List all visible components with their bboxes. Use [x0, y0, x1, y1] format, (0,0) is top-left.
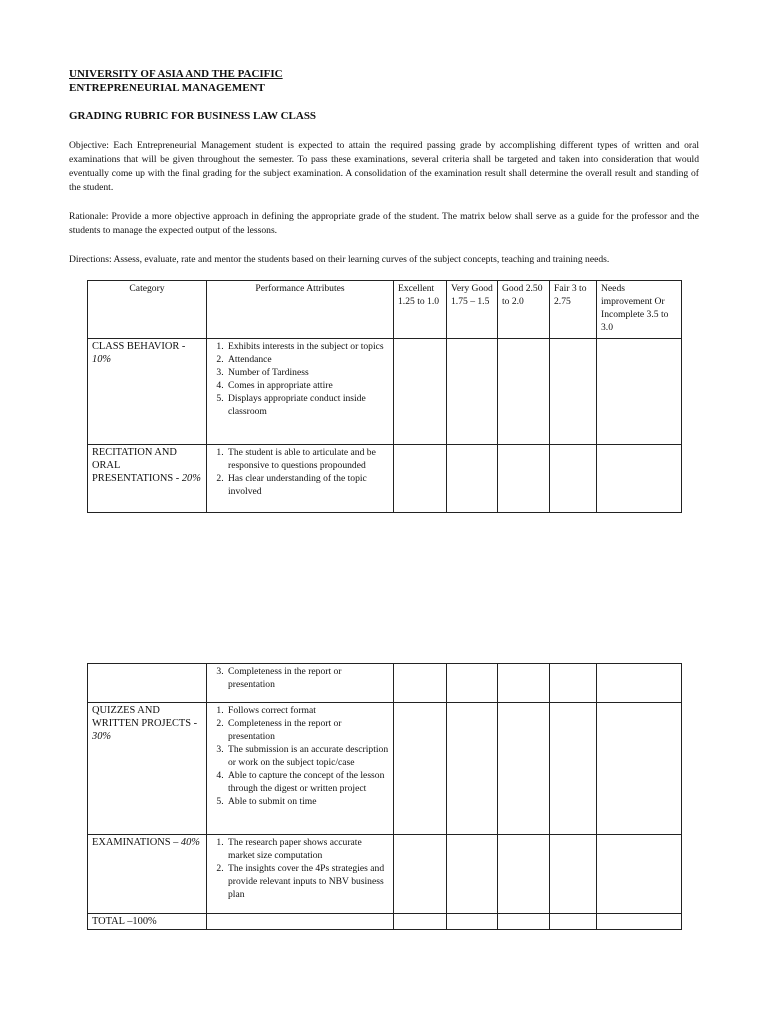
- attribute-item: 5. Displays appropriate conduct inside classroom: [226, 392, 389, 418]
- rating-cell[interactable]: [550, 664, 597, 703]
- header-category: Category: [88, 281, 207, 339]
- attribute-item: 2. Has clear understanding of the topic involved: [226, 472, 389, 498]
- university-name: UNIVERSITY OF ASIA AND THE PACIFIC: [69, 68, 283, 80]
- attributes-cell: [207, 914, 394, 930]
- rating-cell[interactable]: [597, 703, 682, 835]
- table-row: [88, 664, 682, 703]
- attribute-item: 2. Attendance: [226, 353, 389, 366]
- rating-cell[interactable]: [550, 703, 597, 835]
- rating-cell[interactable]: [498, 703, 550, 835]
- rating-cell[interactable]: [498, 445, 550, 513]
- rating-cell[interactable]: [394, 914, 447, 930]
- rating-cell[interactable]: [550, 835, 597, 914]
- rating-cell[interactable]: [447, 914, 498, 930]
- attribute-item: 3. Number of Tardiness: [226, 366, 389, 379]
- header-performance-attributes: Performance Attributes: [207, 281, 394, 339]
- attribute-item: 5. Able to submit on time: [226, 795, 389, 808]
- attribute-item: 3. The submission is an accurate description or work on the subject topic/case: [226, 743, 389, 769]
- rating-cell[interactable]: [394, 703, 447, 835]
- total-row: [88, 914, 682, 930]
- attributes-cell: [207, 339, 394, 445]
- rating-cell[interactable]: [447, 339, 498, 445]
- rating-cell[interactable]: [550, 339, 597, 445]
- attributes-cell: [207, 664, 394, 703]
- table-row: [88, 445, 682, 513]
- rating-cell[interactable]: [550, 914, 597, 930]
- rating-cell[interactable]: [498, 664, 550, 703]
- program-name: ENTREPRENEURIAL MANAGEMENT: [69, 82, 265, 94]
- rating-cell[interactable]: [498, 914, 550, 930]
- directions-paragraph: Directions: Assess, evaluate, rate and mentor the students based on their learning curves of the subject concepts, teaching and training needs.: [69, 254, 610, 265]
- objective-paragraph: Objective: Each Entrepreneurial Management student is expected to attain the required passing grade by accomplishing different types of written and oral examinations that will be given throughout the semester. To pass these examinations, several criteria shall be targeted and taken into consideration that would eventually come up with the final grading for the subject examination. A consolidation of the examination result shall determine the overall result and standing of the student.: [69, 140, 699, 193]
- attribute-item: 3. Completeness in the report or presentation: [226, 665, 389, 691]
- rating-cell[interactable]: [597, 835, 682, 914]
- rating-cell[interactable]: [597, 339, 682, 445]
- category-cell: [88, 664, 207, 703]
- rubric-table-part-1: [87, 280, 682, 513]
- attributes-cell: [207, 703, 394, 835]
- rating-cell[interactable]: [447, 445, 498, 513]
- rating-cell[interactable]: [447, 703, 498, 835]
- table-row: [88, 339, 682, 445]
- total-label: TOTAL –100%: [88, 914, 207, 930]
- rating-cell[interactable]: [447, 835, 498, 914]
- rating-cell[interactable]: [394, 339, 447, 445]
- rationale-paragraph: Rationale: Provide a more objective approach in defining the appropriate grade of the student. The matrix below shall serve as a guide for the professor and the students to manage the expected output of the lessons.: [69, 211, 699, 236]
- attribute-item: 4. Comes in appropriate attire: [226, 379, 389, 392]
- category-cell: CLASS BEHAVIOR - 10%: [88, 339, 207, 445]
- header-excellent: Excellent 1.25 to 1.0: [394, 281, 447, 339]
- rating-cell[interactable]: [597, 445, 682, 513]
- attribute-item: 1. The student is able to articulate and be responsive to questions propounded: [226, 446, 389, 472]
- rating-cell[interactable]: [447, 664, 498, 703]
- header-needs-improvement: Needs improvement Or Incomplete 3.5 to 3.0: [597, 281, 682, 339]
- rating-cell[interactable]: [394, 664, 447, 703]
- attributes-cell: [207, 445, 394, 513]
- attribute-item: 1. The research paper shows accurate market size computation: [226, 836, 389, 862]
- category-cell: EXAMINATIONS – 40%: [88, 835, 207, 914]
- attribute-item: 1. Exhibits interests in the subject or topics: [226, 340, 389, 353]
- category-cell: RECITATION AND ORAL PRESENTATIONS - 20%: [88, 445, 207, 513]
- rating-cell[interactable]: [550, 445, 597, 513]
- rubric-title: GRADING RUBRIC FOR BUSINESS LAW CLASS: [69, 110, 317, 122]
- attribute-item: 4. Able to capture the concept of the lesson through the digest or written project: [226, 769, 389, 795]
- table-header-row: [88, 281, 682, 339]
- header-good: Good 2.50 to 2.0: [498, 281, 550, 339]
- attribute-item: 2. Completeness in the report or presentation: [226, 717, 389, 743]
- rating-cell[interactable]: [498, 835, 550, 914]
- attribute-item: 1. Follows correct format: [226, 704, 389, 717]
- table-row: [88, 835, 682, 914]
- rubric-table-part-2: [87, 663, 682, 930]
- rating-cell[interactable]: [597, 664, 682, 703]
- attribute-item: 2. The insights cover the 4Ps strategies and provide relevant inputs to NBV business plan: [226, 862, 389, 901]
- attributes-cell: [207, 835, 394, 914]
- rating-cell[interactable]: [498, 339, 550, 445]
- rating-cell[interactable]: [394, 835, 447, 914]
- table-row: [88, 703, 682, 835]
- rating-cell[interactable]: [597, 914, 682, 930]
- category-cell: QUIZZES AND WRITTEN PROJECTS - 30%: [88, 703, 207, 835]
- rating-cell[interactable]: [394, 445, 447, 513]
- header-fair: Fair 3 to 2.75: [550, 281, 597, 339]
- header-very-good: Very Good 1.75 – 1.5: [447, 281, 498, 339]
